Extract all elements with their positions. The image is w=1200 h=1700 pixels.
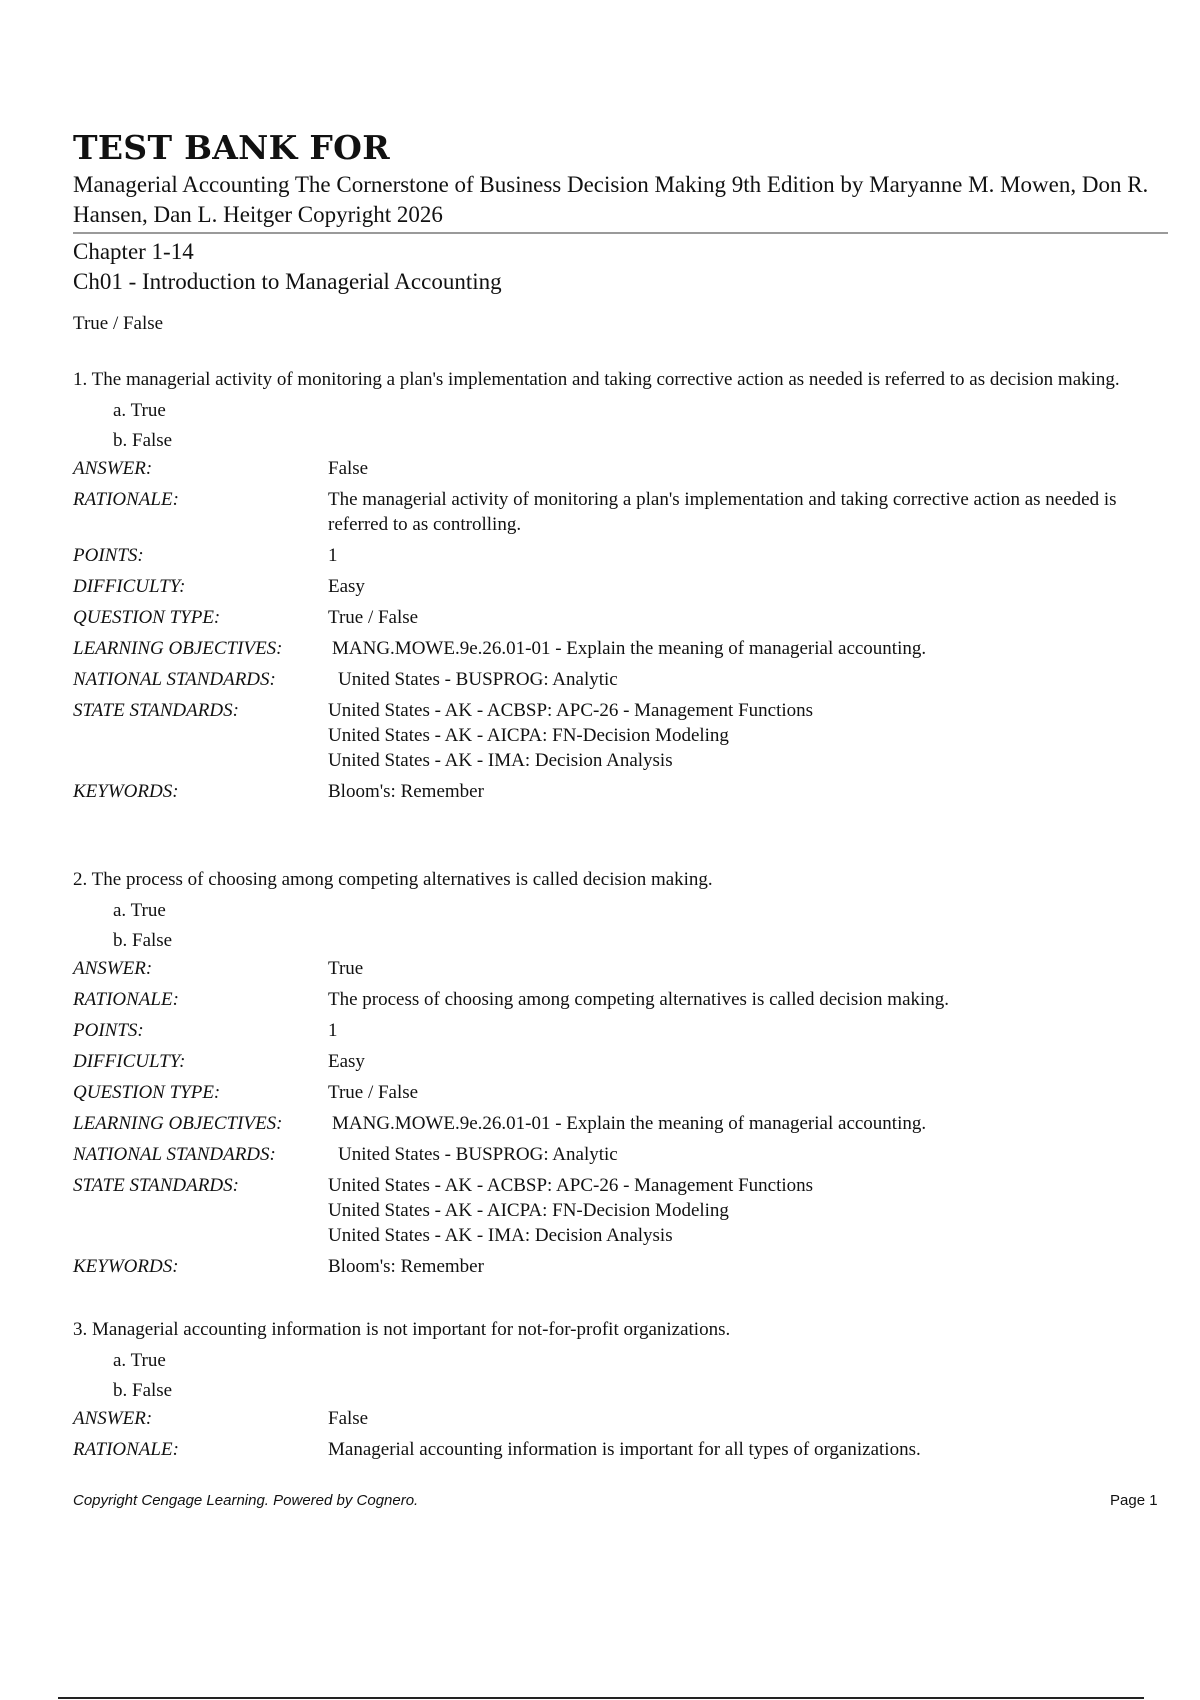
option-true: a. True	[113, 1350, 166, 1371]
document-title: TEST BANK FOR	[73, 128, 390, 167]
points-label: POINTS:	[73, 1020, 144, 1041]
question-type-row	[73, 605, 1168, 630]
learning-objectives-label: LEARNING OBJECTIVES:	[73, 638, 283, 659]
answer-row	[73, 1406, 1168, 1431]
answer-value: False	[328, 458, 369, 479]
answer-value: False	[328, 1408, 369, 1429]
rationale-label: RATIONALE:	[73, 1439, 179, 1460]
option-false: b. False	[113, 430, 173, 451]
option-false: b. False	[113, 930, 173, 951]
question-type-label: QUESTION TYPE:	[73, 607, 221, 628]
learning-objectives-row	[73, 1111, 1168, 1136]
state-standard-item: United States - AK - IMA: Decision Analysis	[328, 1225, 673, 1246]
keywords-label: KEYWORDS:	[73, 781, 179, 802]
difficulty-row	[73, 1049, 1168, 1074]
state-standard-item: United States - AK - ACBSP: APC-26 - Management Functions	[328, 700, 814, 721]
option-true: a. True	[113, 400, 166, 421]
state-standard-item: United States - AK - AICPA: FN-Decision Modeling	[328, 725, 729, 746]
question-type-value: True / False	[328, 1082, 419, 1103]
keywords-row	[73, 779, 1168, 804]
difficulty-label: DIFFICULTY:	[73, 576, 186, 597]
answer-label: ANSWER:	[73, 958, 153, 979]
points-value: 1	[328, 545, 338, 566]
learning-objectives-value: MANG.MOWE.9e.26.01-01 - Explain the meaning of managerial accounting.	[332, 1113, 927, 1134]
chapter-title: Ch01 - Introduction to Managerial Accounting	[73, 269, 502, 294]
state-standards-row	[73, 1173, 1168, 1248]
rationale-row	[73, 987, 1168, 1012]
rationale-label: RATIONALE:	[73, 989, 179, 1010]
points-label: POINTS:	[73, 545, 144, 566]
question-type-row	[73, 1080, 1168, 1105]
rationale-value: The process of choosing among competing alternatives is called decision making.	[328, 989, 950, 1010]
national-standards-label: NATIONAL STANDARDS:	[73, 1144, 276, 1165]
learning-objectives-row	[73, 636, 1168, 661]
question-type-label: QUESTION TYPE:	[73, 1082, 221, 1103]
question-stem: 3. Managerial accounting information is not important for not-for-profit organizations.	[73, 1319, 731, 1340]
chapter-range: Chapter 1-14	[73, 239, 194, 264]
section-type: True / False	[73, 313, 164, 334]
option-false: b. False	[113, 1380, 173, 1401]
question-stem: 1. The managerial activity of monitoring a plan's implementation and taking corrective action as needed is referred to as decision making.	[73, 369, 1120, 390]
question-type-value: True / False	[328, 607, 419, 628]
state-standards-list	[328, 1173, 1168, 1248]
difficulty-value: Easy	[328, 576, 365, 597]
keywords-row	[73, 1254, 1168, 1279]
state-standards-label: STATE STANDARDS:	[73, 1175, 239, 1196]
page-bottom-divider	[58, 1697, 1144, 1699]
learning-objectives-label: LEARNING OBJECTIVES:	[73, 1113, 283, 1134]
learning-objectives-value: MANG.MOWE.9e.26.01-01 - Explain the meaning of managerial accounting.	[332, 638, 927, 659]
footer-copyright: Copyright Cengage Learning. Powered by Cognero.	[73, 1492, 419, 1509]
answer-label: ANSWER:	[73, 458, 153, 479]
rationale-value: The managerial activity of monitoring a plan's implementation and taking corrective action as needed is referred to as controlling.	[328, 489, 1117, 535]
question-1	[73, 368, 1168, 804]
keywords-label: KEYWORDS:	[73, 1256, 179, 1277]
keywords-value: Bloom's: Remember	[328, 1256, 484, 1277]
answer-row	[73, 456, 1168, 481]
difficulty-label: DIFFICULTY:	[73, 1051, 186, 1072]
state-standards-row	[73, 698, 1168, 773]
difficulty-row	[73, 574, 1168, 599]
question-3	[73, 1318, 1168, 1462]
book-subtitle: Managerial Accounting The Cornerstone of Business Decision Making 9th Edition by Maryanne M. Mowen, Don R. Hansen, Dan L. Heitger Copyright 2026	[73, 172, 1149, 227]
question-2	[73, 868, 1168, 1279]
national-standards-row	[73, 1142, 1168, 1167]
rationale-value: Managerial accounting information is important for all types of organizations.	[328, 1439, 921, 1460]
state-standard-item: United States - AK - AICPA: FN-Decision Modeling	[328, 1200, 729, 1221]
header-divider	[73, 232, 1168, 234]
points-row	[73, 1018, 1168, 1043]
state-standards-label: STATE STANDARDS:	[73, 700, 239, 721]
difficulty-value: Easy	[328, 1051, 365, 1072]
keywords-value: Bloom's: Remember	[328, 781, 484, 802]
option-true: a. True	[113, 900, 166, 921]
state-standard-item: United States - AK - IMA: Decision Analysis	[328, 750, 673, 771]
points-row	[73, 543, 1168, 568]
answer-row	[73, 956, 1168, 981]
state-standards-list	[328, 698, 1168, 773]
rationale-row	[73, 487, 1168, 537]
rationale-row	[73, 1437, 1168, 1462]
national-standards-value: United States - BUSPROG: Analytic	[338, 1144, 618, 1165]
state-standard-item: United States - AK - ACBSP: APC-26 - Management Functions	[328, 1175, 814, 1196]
page-number: Page 1	[1110, 1492, 1158, 1509]
points-value: 1	[328, 1020, 338, 1041]
answer-value: True	[328, 958, 364, 979]
answer-label: ANSWER:	[73, 1408, 153, 1429]
question-stem: 2. The process of choosing among competing alternatives is called decision making.	[73, 869, 713, 890]
rationale-label: RATIONALE:	[73, 489, 179, 510]
national-standards-value: United States - BUSPROG: Analytic	[338, 669, 618, 690]
national-standards-label: NATIONAL STANDARDS:	[73, 669, 276, 690]
national-standards-row	[73, 667, 1168, 692]
